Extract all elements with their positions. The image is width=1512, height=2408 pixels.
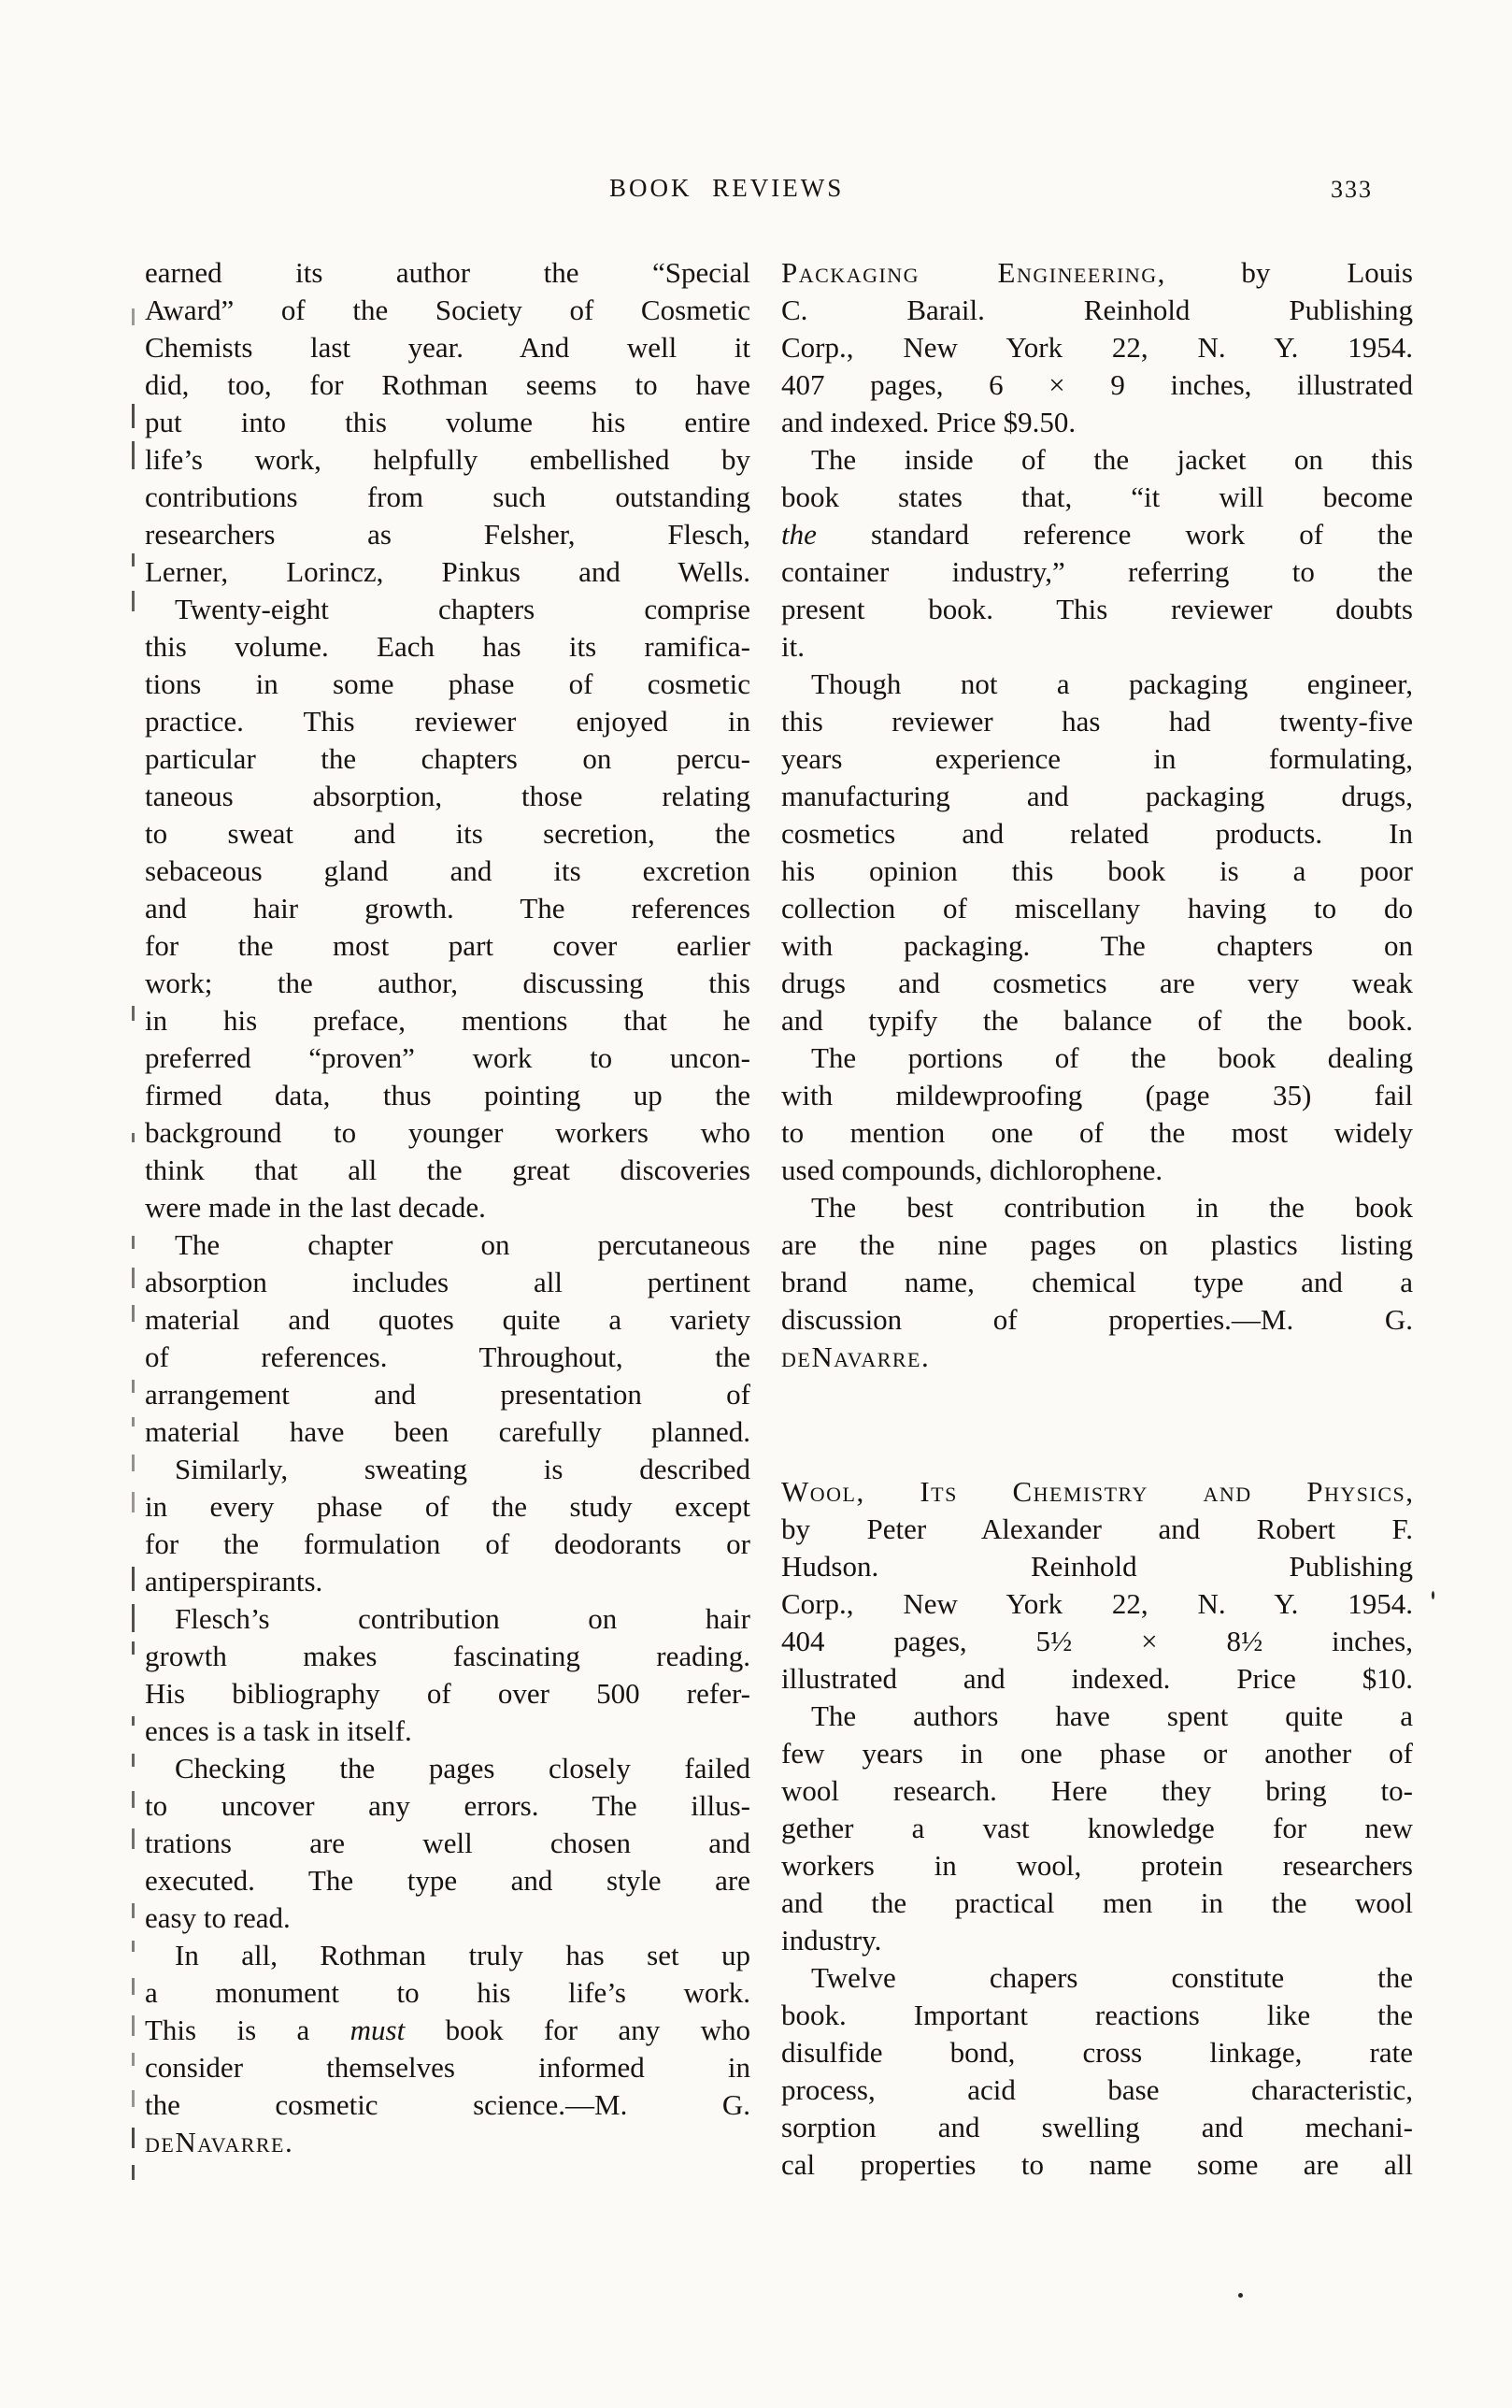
text-line: work; the author, discussing this bbox=[145, 967, 750, 999]
scan-mark bbox=[132, 1455, 135, 1471]
text-line: to uncover any errors. The illus- bbox=[145, 1789, 750, 1822]
text-line: 407 pages, 6 × 9 inches, illustrated bbox=[781, 368, 1413, 401]
text-line: taneous absorption, those relating bbox=[145, 780, 750, 812]
text-line: with mildewproofing (page 35) fail bbox=[781, 1079, 1413, 1111]
page-number: 333 bbox=[1331, 176, 1373, 203]
text-line: tions in some phase of cosmetic bbox=[145, 667, 750, 700]
text-line: growth makes fascinating reading. bbox=[145, 1640, 750, 1672]
text-line: sebaceous gland and its excretion bbox=[145, 854, 750, 887]
text-line: Though not a packaging engineer, bbox=[811, 667, 1413, 700]
paragraph bbox=[145, 254, 750, 591]
text-line: industry. bbox=[781, 1924, 882, 1956]
text-line: of references. Throughout, the bbox=[145, 1340, 750, 1373]
scan-mark bbox=[132, 1380, 135, 1393]
text-line: deNavarre. bbox=[145, 2126, 292, 2158]
text-line: Similarly, sweating is described bbox=[175, 1453, 750, 1485]
scan-mark bbox=[132, 1903, 135, 1918]
text-line: absorption includes all pertinent bbox=[145, 1266, 750, 1298]
scan-mark bbox=[132, 1716, 135, 1726]
text-line: C. Barail. Reinhold Publishing bbox=[781, 294, 1413, 326]
text-line: trations are well chosen and bbox=[145, 1827, 750, 1859]
text-line: This is a must book for any who bbox=[145, 2014, 750, 2046]
scan-mark bbox=[132, 1492, 135, 1512]
text-line: earned its author the “Special bbox=[145, 256, 750, 289]
text-line: contributions from such outstanding bbox=[145, 480, 750, 513]
text-line: Corp., New York 22, N. Y. 1954. bbox=[781, 1587, 1413, 1620]
text-line: process, acid base characteristic, bbox=[781, 2073, 1413, 2106]
text-line: his opinion this book is a poor bbox=[781, 854, 1413, 887]
text-line: container industry,” referring to the bbox=[781, 555, 1413, 588]
text-line: antiperspirants. bbox=[145, 1565, 323, 1598]
text-line: material and quotes quite a variety bbox=[145, 1303, 750, 1336]
running-head: BOOK REVIEWS bbox=[609, 174, 845, 202]
text-line: sorption and swelling and mechani- bbox=[781, 2111, 1413, 2143]
text-line: this volume. Each has its ramifica- bbox=[145, 630, 750, 663]
text-line: The best contribution in the book bbox=[811, 1191, 1413, 1224]
text-line: The portions of the book dealing bbox=[811, 1041, 1413, 1074]
text-line: illustrated and indexed. Price $10. bbox=[781, 1662, 1413, 1695]
scan-mark bbox=[132, 1567, 135, 1591]
paragraph bbox=[781, 1039, 1413, 1189]
paragraph bbox=[145, 1937, 750, 2161]
text-line: The authors have spent quite a bbox=[811, 1699, 1413, 1732]
text-line: Checking the pages closely failed bbox=[175, 1752, 750, 1784]
text-line: His bibliography of over 500 refer- bbox=[145, 1677, 750, 1710]
text-line: background to younger workers who bbox=[145, 1116, 750, 1149]
text-line: Award” of the Society of Cosmetic bbox=[145, 294, 750, 326]
text-line: collection of miscellany having to do bbox=[781, 892, 1413, 924]
text-line: executed. The type and style are bbox=[145, 1864, 750, 1897]
scan-mark bbox=[132, 553, 135, 566]
text-line: for the formulation of deodorants or bbox=[145, 1527, 750, 1560]
text-line: years experience in formulating, bbox=[781, 742, 1413, 775]
text-line: ences is a task in itself. bbox=[145, 1714, 412, 1747]
text-line: and the practical men in the wool bbox=[781, 1886, 1413, 1919]
scan-mark bbox=[132, 1006, 135, 1021]
scan-mark bbox=[132, 2015, 135, 2036]
right-column bbox=[781, 254, 1413, 2184]
scan-mark bbox=[132, 1828, 135, 1849]
scan-mark bbox=[132, 1791, 135, 1808]
text-line: and typify the balance of the book. bbox=[781, 1004, 1413, 1037]
text-line: drugs and cosmetics are very weak bbox=[781, 967, 1413, 999]
text-line: particular the chapters on percu- bbox=[145, 742, 750, 775]
text-line: with packaging. The chapters on bbox=[781, 929, 1413, 962]
scan-mark bbox=[132, 1941, 135, 1952]
paragraph bbox=[781, 1959, 1413, 2184]
text-line: Lerner, Lorincz, Pinkus and Wells. bbox=[145, 555, 750, 588]
text-line: Flesch’s contribution on hair bbox=[175, 1602, 750, 1635]
text-line: Packaging Engineering, by Louis bbox=[781, 256, 1413, 289]
text-line: life’s work, helpfully embellished by bbox=[145, 443, 750, 476]
paragraph bbox=[145, 1750, 750, 1937]
paragraph bbox=[145, 1451, 750, 1600]
text-line: firmed data, thus pointing up the bbox=[145, 1079, 750, 1111]
text-line: disulfide bond, cross linkage, rate bbox=[781, 2036, 1413, 2069]
text-line: cal properties to name some are all bbox=[781, 2148, 1413, 2181]
text-line: book states that, “it will become bbox=[781, 480, 1413, 513]
text-line: were made in the last decade. bbox=[145, 1191, 486, 1224]
text-line: workers in wool, protein researchers bbox=[781, 1849, 1413, 1882]
text-line: in his preface, mentions that he bbox=[145, 1004, 750, 1037]
text-line: Wool, Its Chemistry and Physics, bbox=[781, 1475, 1413, 1508]
text-line: Chemists last year. And well it bbox=[145, 331, 750, 364]
text-line: Twelve chapers constitute the bbox=[811, 1961, 1413, 1994]
scan-mark bbox=[132, 308, 135, 325]
text-line: The chapter on percutaneous bbox=[175, 1228, 750, 1261]
text-line: and hair growth. The references bbox=[145, 892, 750, 924]
text-line: brand name, chemical type and a bbox=[781, 1266, 1413, 1298]
scan-mark bbox=[132, 1754, 135, 1767]
scan-mark bbox=[132, 2128, 135, 2148]
text-line: and indexed. Price $9.50. bbox=[781, 406, 1077, 438]
scan-mark bbox=[132, 1417, 135, 1426]
paragraph bbox=[781, 441, 1413, 666]
paragraph bbox=[145, 591, 750, 1226]
scan-mark bbox=[132, 441, 135, 469]
text-line: it. bbox=[781, 630, 805, 663]
text-line: the cosmetic science.—M. G. bbox=[145, 2088, 750, 2121]
text-line: used compounds, dichlorophene. bbox=[781, 1154, 1163, 1186]
scan-mark bbox=[132, 2053, 135, 2066]
book-citation bbox=[781, 1473, 1413, 1698]
text-line: to mention one of the most widely bbox=[781, 1116, 1413, 1149]
text-line: wool research. Here they bring to- bbox=[781, 1774, 1413, 1807]
paragraph bbox=[781, 1189, 1413, 1376]
scan-mark bbox=[132, 591, 135, 611]
text-line: the standard reference work of the bbox=[781, 518, 1413, 551]
text-line: practice. This reviewer enjoyed in bbox=[145, 705, 750, 738]
text-line: preferred “proven” work to uncon- bbox=[145, 1041, 750, 1074]
scan-speck bbox=[1238, 2293, 1243, 2298]
text-line: material have been carefully planned. bbox=[145, 1415, 750, 1448]
text-line: researchers as Felsher, Flesch, bbox=[145, 518, 750, 551]
text-line: manufacturing and packaging drugs, bbox=[781, 780, 1413, 812]
paragraph bbox=[781, 1698, 1413, 1959]
text-line: arrangement and presentation of bbox=[145, 1378, 750, 1411]
scan-mark bbox=[132, 1236, 135, 1249]
text-line: think that all the great discoveries bbox=[145, 1154, 750, 1186]
text-line: a monument to his life’s work. bbox=[145, 1976, 750, 2009]
text-line: discussion of properties.—M. G. bbox=[781, 1303, 1413, 1336]
scan-mark bbox=[132, 2165, 135, 2180]
text-line: Twenty-eight chapters comprise bbox=[175, 593, 750, 625]
text-line: cosmetics and related products. In bbox=[781, 817, 1413, 850]
text-line: for the most part cover earlier bbox=[145, 929, 750, 962]
book-citation bbox=[781, 254, 1413, 441]
scan-mark bbox=[132, 1641, 135, 1655]
scan-mark bbox=[132, 2090, 135, 2107]
scan-speck bbox=[1432, 1591, 1434, 1599]
paragraph bbox=[145, 1600, 750, 1750]
text-line: in every phase of the study except bbox=[145, 1490, 750, 1523]
paragraph bbox=[781, 666, 1413, 1039]
text-line: put into this volume his entire bbox=[145, 406, 750, 438]
text-line: are the nine pages on plastics listing bbox=[781, 1228, 1413, 1261]
text-line: In all, Rothman truly has set up bbox=[175, 1939, 750, 1971]
scan-mark bbox=[132, 404, 135, 428]
text-line: gether a vast knowledge for new bbox=[781, 1812, 1413, 1844]
left-column bbox=[145, 254, 750, 2161]
text-line: book. Important reactions like the bbox=[781, 1999, 1413, 2031]
text-line: Corp., New York 22, N. Y. 1954. bbox=[781, 331, 1413, 364]
scan-mark bbox=[132, 1305, 135, 1322]
text-line: consider themselves informed in bbox=[145, 2051, 750, 2084]
text-line: few years in one phase or another of bbox=[781, 1737, 1413, 1770]
text-line: deNavarre. bbox=[781, 1340, 929, 1373]
scan-mark bbox=[132, 1604, 135, 1632]
text-line: The inside of the jacket on this bbox=[811, 443, 1413, 476]
text-line: 404 pages, 5½ × 8½ inches, bbox=[781, 1625, 1413, 1657]
paragraph bbox=[145, 1226, 750, 1451]
text-line: Hudson. Reinhold Publishing bbox=[781, 1550, 1413, 1583]
scan-mark bbox=[132, 1978, 135, 1995]
text-line: did, too, for Rothman seems to have bbox=[145, 368, 750, 401]
text-line: this reviewer has had twenty-five bbox=[781, 705, 1413, 738]
scan-mark bbox=[132, 1268, 135, 1288]
text-line: to sweat and its secretion, the bbox=[145, 817, 750, 850]
scan-mark bbox=[132, 1133, 135, 1142]
text-line: easy to read. bbox=[145, 1901, 291, 1934]
text-line: by Peter Alexander and Robert F. bbox=[781, 1512, 1413, 1545]
text-line: present book. This reviewer doubts bbox=[781, 593, 1413, 625]
